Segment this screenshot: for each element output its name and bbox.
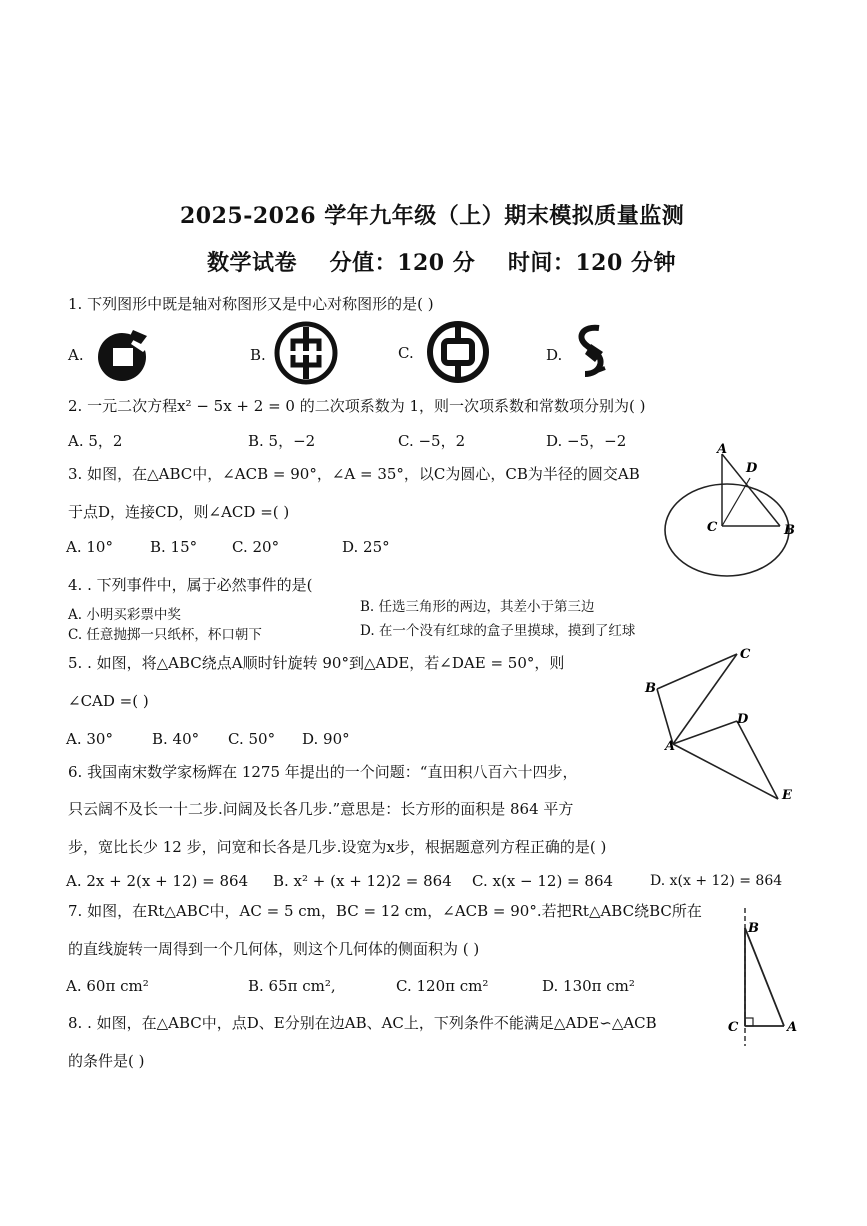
q2-option-b: B. 5，−2 — [248, 432, 316, 450]
question-6-line-3: 步，宽比长少 12 步，问宽和长各是几步.设宽为x步，根据题意列方程正确的是( ) — [68, 838, 607, 856]
q1-option-b: B. — [250, 346, 266, 364]
q3-label-d: D — [746, 461, 758, 476]
q4-option-a: A. 小明买彩票中奖 — [68, 607, 181, 623]
q7-option-a: A. 60π cm² — [66, 977, 149, 995]
q3-label-a: A — [717, 442, 728, 457]
question-8-line-2: 的条件是( ) — [68, 1052, 145, 1070]
q3-option-a: A. 10° — [66, 538, 113, 556]
q5-label-e: E — [782, 788, 792, 803]
page-subtitle: 数学试卷 分值：120 分 时间：120 分钟 — [207, 250, 676, 276]
q2-option-d: D. −5，−2 — [546, 432, 627, 450]
q3-option-b: B. 15° — [150, 538, 198, 556]
question-5-line-2: ∠CAD =( ) — [68, 692, 149, 710]
q5-option-b: B. 40° — [152, 730, 200, 748]
icbc-logo-icon — [271, 321, 341, 385]
question-1-text: 1. 下列图形中既是轴对称图形又是中心对称图形的是( ) — [68, 295, 434, 313]
q3-label-b: B — [784, 523, 795, 538]
question-5-line-1: 5. . 如图，将△ABC绕点A顺时针旋转 90°到△ADE，若∠DAE = 50°，则 — [68, 654, 565, 672]
q3-option-d: D. 25° — [342, 538, 390, 556]
q7-option-c: C. 120π cm² — [396, 977, 489, 995]
q7-option-d: D. 130π cm² — [542, 977, 635, 995]
question-7-figure — [722, 908, 802, 1048]
question-7-line-2: 的直线旋转一周得到一个几何体，则这个几何体的侧面积为 ( ) — [68, 940, 480, 958]
question-4-text: 4. . 下列事件中，属于必然事件的是( — [68, 576, 313, 594]
question-8-line-1: 8. . 如图，在△ABC中，点D、E分别在边AB、AC上，下列条件不能满足△ADE∽△ACB — [68, 1014, 657, 1032]
question-3-figure — [655, 440, 805, 580]
ccb-logo-icon — [93, 326, 155, 384]
question-5-figure — [640, 640, 800, 810]
q5-option-c: C. 50° — [228, 730, 276, 748]
question-7-line-1: 7. 如图，在Rt△ABC中，AC = 5 cm，BC = 12 cm，∠ACB = 90°.若把Rt△ABC绕BC所在 — [68, 902, 702, 920]
q5-label-b: B — [645, 681, 656, 696]
q5-label-c: C — [740, 647, 751, 662]
s-logo-icon — [569, 322, 619, 382]
q5-option-a: A. 30° — [66, 730, 113, 748]
q4-option-c: C. 任意抛掷一只纸杯，杯口朝下 — [68, 627, 262, 643]
q5-option-d: D. 90° — [302, 730, 350, 748]
question-6-line-2: 只云阔不及长一十二步.问阔及长各几步.”意思是：长方形的面积是 864 平方 — [68, 800, 574, 818]
q5-label-a: A — [665, 739, 676, 754]
q1-option-c: C. — [398, 344, 414, 362]
q6-option-b: B. x² + (x + 12)2 = 864 — [273, 872, 452, 890]
q2-option-a: A. 5，2 — [68, 432, 123, 450]
page-title: 2025-2026 学年九年级（上）期末模拟质量监测 — [180, 203, 685, 229]
q1-option-d: D. — [546, 346, 563, 364]
q3-option-c: C. 20° — [232, 538, 280, 556]
q4-option-d: D. 在一个没有红球的盒子里摸球，摸到了红球 — [360, 623, 636, 639]
q6-option-a: A. 2x + 2(x + 12) = 864 — [66, 872, 249, 890]
question-3-line-2: 于点D，连接CD，则∠ACD =( ) — [68, 503, 290, 521]
q3-label-c: C — [707, 520, 718, 535]
q7-option-b: B. 65π cm², — [248, 977, 336, 995]
q7-label-a: A — [787, 1020, 798, 1035]
q1-option-a: A. — [68, 346, 84, 364]
question-6-line-1: 6. 我国南宋数学家杨辉在 1275 年提出的一个问题：“直田积八百六十四步， — [68, 763, 578, 781]
q5-label-d: D — [737, 712, 749, 727]
q7-label-b: B — [748, 921, 759, 936]
q6-option-c: C. x(x − 12) = 864 — [472, 872, 614, 890]
boc-logo-icon — [423, 320, 493, 384]
q6-option-d: D. x(x + 12) = 864 — [650, 873, 783, 889]
question-2-text: 2. 一元二次方程x² − 5x + 2 = 0 的二次项系数为 1，则一次项系数和常数项分别为( ) — [68, 397, 646, 415]
q4-option-b: B. 任选三角形的两边，其差小于第三边 — [360, 599, 595, 615]
question-3-line-1: 3. 如图，在△ABC中，∠ACB = 90°，∠A = 35°，以C为圆心，CB为半径的圆交AB — [68, 465, 640, 483]
q7-label-c: C — [728, 1020, 739, 1035]
q2-option-c: C. −5，2 — [398, 432, 466, 450]
